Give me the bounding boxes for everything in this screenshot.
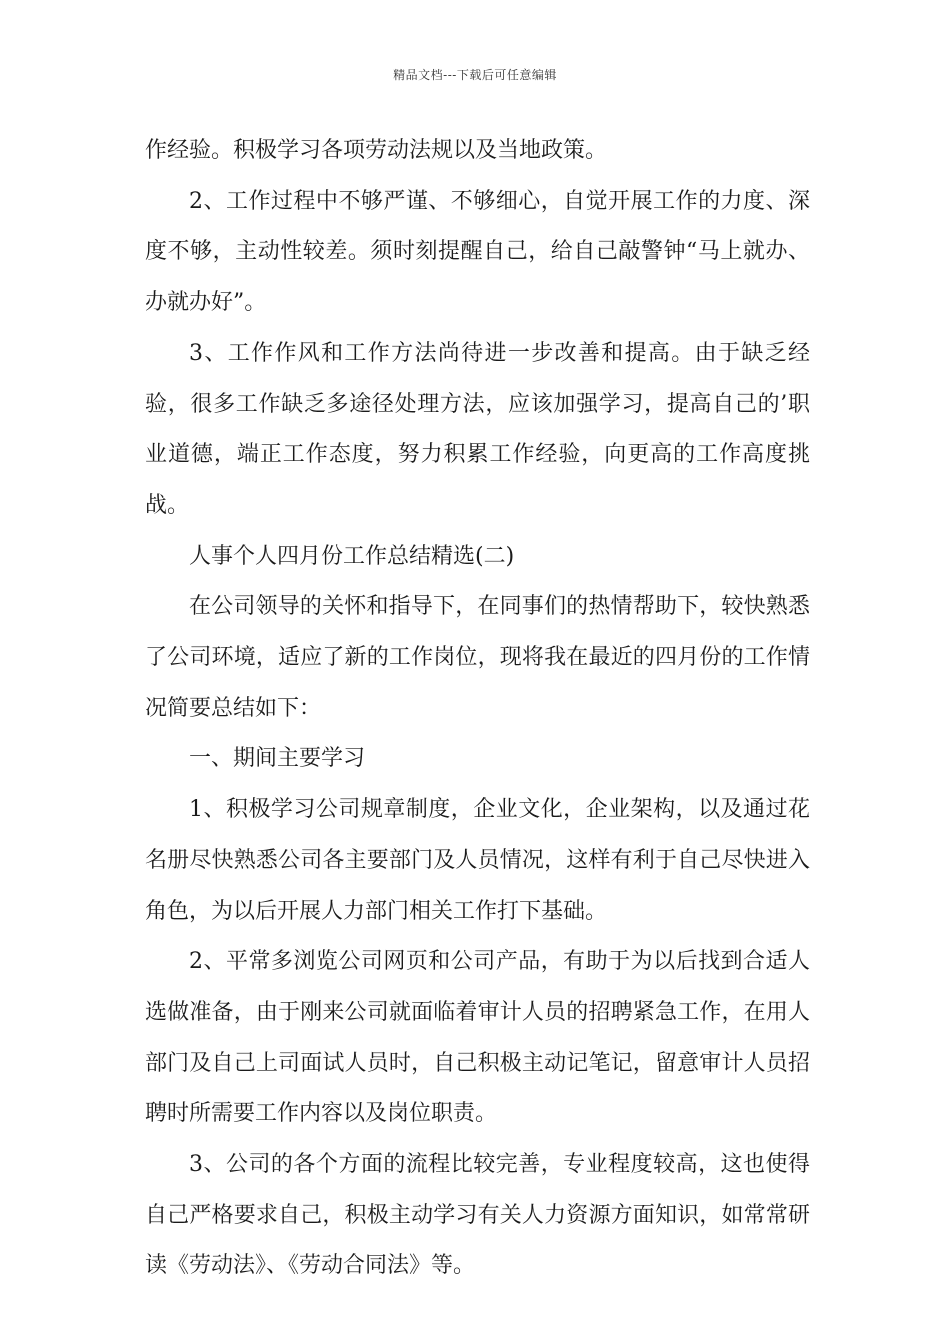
paragraph: 1、积极学习公司规章制度，企业文化，企业架构，以及通过花名册尽快熟悉公司各主要部门及人员情况，这样有利于自己尽快进入角色，为以后开展人力部门相关工作打下基础。 bbox=[145, 797, 810, 924]
section-title: 人事个人四月份工作总结精选(二) bbox=[189, 543, 515, 569]
paragraph: 作经验。积极学习各项劳动法规以及当地政策。 bbox=[145, 138, 608, 163]
paragraph: 2、工作过程中不够严谨、不够细心，自觉开展工作的力度、深度不够，主动性较差。须时刻提醒自己，给自己敲警钟“马上就办、办就办好”。 bbox=[145, 188, 810, 316]
page-header: 精品文档---下载后可任意编辑 bbox=[393, 68, 557, 82]
paragraph: 3、工作作风和工作方法尚待进一步改善和提高。由于缺乏经验，很多工作缺乏多途径处理方法，应该加强学习，提高自己的’职业道德，端正工作态度，努力积累工作经验，向更高的工作高度挑战。 bbox=[145, 340, 810, 518]
paragraph: 3、公司的各个方面的流程比较完善，专业程度较高，这也使得自己严格要求自己，积极主动学习有关人力资源方面知识，如常常研读《劳动法》、《劳动合同法》等。 bbox=[145, 1152, 810, 1279]
paragraph: 在公司领导的关怀和指导下，在同事们的热情帮助下，较快熟悉了公司环境，适应了新的工作岗位，现将我在最近的四月份的工作情况简要总结如下： bbox=[145, 594, 810, 721]
document-body bbox=[145, 126, 810, 1292]
paragraph: 2、平常多浏览公司网页和公司产品，有助于为以后找到合适人选做准备，由于刚来公司就面临着审计人员的招聘紧急工作，在用人部门及自己上司面试人员时，自己积极主动记笔记，留意审计人员招聘时所需要工作内容以及岗位职责。 bbox=[145, 949, 810, 1127]
section-heading: 一、期间主要学习 bbox=[189, 746, 366, 772]
